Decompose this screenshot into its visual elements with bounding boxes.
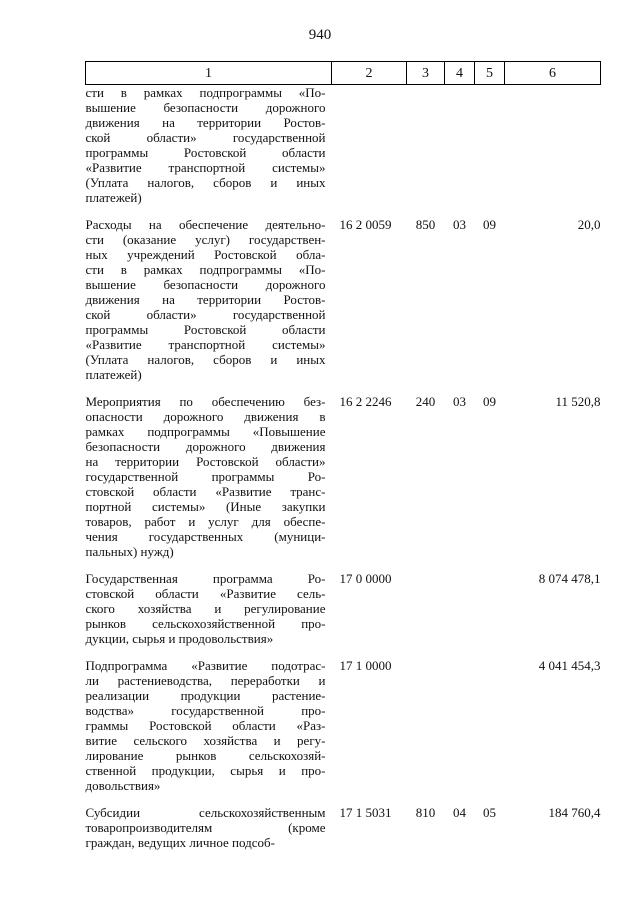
row-description — [86, 658, 332, 793]
row-expense-type: 810 — [415, 805, 436, 820]
description-line: Государственная программа Ро- — [85, 571, 326, 586]
description-line: на территории Ростовской области» — [85, 454, 326, 469]
header-col-1: 1 — [86, 62, 332, 85]
description-line: стовской области «Развитие транс- — [85, 484, 326, 499]
row-section: 04 — [453, 805, 466, 820]
description-line: (Уплата налогов, сборов и иных — [85, 352, 326, 367]
row-section — [445, 658, 475, 793]
row-section — [445, 85, 475, 206]
row-spacer-cell — [86, 646, 601, 658]
row-amount: 20,0 — [577, 217, 601, 232]
description-line: ской области» государственной — [85, 307, 326, 322]
row-amount — [505, 85, 601, 206]
row-spacer-cell — [86, 559, 601, 571]
description-line: довольствия» — [85, 778, 161, 793]
row-subsection: 09 — [483, 217, 496, 232]
row-amount: 11 520,8 — [555, 394, 601, 409]
row-target-code: 17 1 0000 — [339, 658, 392, 673]
row-amount: 184 760,4 — [548, 805, 601, 820]
description-line: программы Ростовской области — [85, 145, 326, 160]
description-line: граммы Ростовской области «Раз- — [85, 718, 326, 733]
description-line: товаров, работ и услуг для обеспе- — [85, 514, 326, 529]
row-target-code: 17 0 0000 — [339, 571, 392, 586]
row-subsection — [475, 85, 505, 206]
description-line: (Уплата налогов, сборов и иных — [85, 175, 326, 190]
row-expense-type — [407, 85, 445, 206]
row-spacer — [86, 559, 601, 571]
row-description — [86, 85, 332, 206]
header-col-4: 4 — [445, 62, 475, 85]
budget-table — [85, 61, 601, 850]
description-line: сти (оказание услуг) государствен- — [85, 232, 326, 247]
row-spacer-cell — [86, 205, 601, 217]
description-line: вышение безопасности дорожного — [85, 100, 326, 115]
description-line: безопасности дорожного движения — [85, 439, 326, 454]
row-description — [86, 394, 332, 559]
table-row — [86, 394, 601, 559]
row-expense-type: 850 — [415, 217, 436, 232]
description-line: лирование рынков сельскохозяй- — [85, 748, 326, 763]
description-line: опасности дорожного движения в — [85, 409, 326, 424]
row-subsection: 05 — [483, 805, 496, 820]
table-row — [86, 217, 601, 382]
row-amount: 8 074 478,1 — [538, 571, 601, 586]
row-subsection — [475, 658, 505, 793]
description-line: дукции, сырья и продовольствия» — [85, 631, 274, 646]
description-line: «Развитие транспортной системы» — [85, 160, 326, 175]
row-description — [86, 805, 332, 850]
description-line: чения государственных (муници- — [85, 529, 326, 544]
description-line: реализации продукции растение- — [85, 688, 326, 703]
row-spacer — [86, 205, 601, 217]
description-line: государственной программы Ро- — [85, 469, 326, 484]
row-subsection: 09 — [483, 394, 496, 409]
description-line: движения на территории Ростов- — [85, 115, 326, 130]
row-target-code: 16 2 2246 — [339, 394, 392, 409]
description-line: ли растениеводства, переработки и — [85, 673, 326, 688]
row-spacer — [86, 793, 601, 805]
table-row — [86, 805, 601, 850]
table-row — [86, 658, 601, 793]
table-body — [86, 85, 601, 851]
header-col-2: 2 — [332, 62, 407, 85]
row-target-code: 16 2 0059 — [339, 217, 392, 232]
description-line: движения на территории Ростов- — [85, 292, 326, 307]
table-row — [86, 571, 601, 646]
row-target-code — [332, 85, 407, 206]
description-line: граждан, ведущих личное подсоб- — [85, 835, 275, 850]
description-line: ского хозяйства и регулирование — [85, 601, 326, 616]
row-target-code: 17 1 5031 — [339, 805, 392, 820]
row-spacer — [86, 382, 601, 394]
description-line: «Развитие транспортной системы» — [85, 337, 326, 352]
row-section — [445, 571, 475, 646]
row-spacer — [86, 646, 601, 658]
description-line: портной системы» (Иные закупки — [85, 499, 326, 514]
description-line: ственной продукции, сырья и про- — [85, 763, 326, 778]
description-line: сти в рамках подпрограммы «По- — [85, 85, 326, 100]
description-line: Мероприятия по обеспечению без- — [85, 394, 326, 409]
description-line: платежей) — [85, 367, 142, 382]
row-expense-type — [407, 658, 445, 793]
description-line: рынков сельскохозяйственной про- — [85, 616, 326, 631]
page-number: 940 — [308, 27, 332, 43]
description-line: сти в рамках подпрограммы «По- — [85, 262, 326, 277]
row-expense-type: 240 — [415, 394, 436, 409]
description-line: товаропроизводителям (кроме — [85, 820, 326, 835]
row-spacer-cell — [86, 793, 601, 805]
row-section: 03 — [453, 217, 466, 232]
description-line: платежей) — [85, 190, 142, 205]
description-line: стовской области «Развитие сель- — [85, 586, 326, 601]
description-line: ных учреждений Ростовской обла- — [85, 247, 326, 262]
row-description — [86, 217, 332, 382]
row-subsection — [475, 571, 505, 646]
description-line: вышение безопасности дорожного — [85, 277, 326, 292]
row-spacer-cell — [86, 382, 601, 394]
row-section: 03 — [453, 394, 466, 409]
header-col-6: 6 — [505, 62, 601, 85]
description-line: водства» государственной про- — [85, 703, 326, 718]
row-description — [86, 571, 332, 646]
header-col-5: 5 — [475, 62, 505, 85]
table-header-row — [86, 62, 601, 85]
header-col-3: 3 — [407, 62, 445, 85]
description-line: программы Ростовской области — [85, 322, 326, 337]
description-line: рамках подпрограммы «Повышение — [85, 424, 326, 439]
description-line: пальных) нужд) — [85, 544, 174, 559]
table-row — [86, 85, 601, 206]
description-line: витие сельского хозяйства и регу- — [85, 733, 326, 748]
row-amount: 4 041 454,3 — [538, 658, 601, 673]
description-line: ской области» государственной — [85, 130, 326, 145]
description-line: Расходы на обеспечение деятельно- — [85, 217, 326, 232]
description-line: Подпрограмма «Развитие подотрас- — [85, 658, 326, 673]
row-expense-type — [407, 571, 445, 646]
description-line: Субсидии сельскохозяйственным — [85, 805, 326, 820]
